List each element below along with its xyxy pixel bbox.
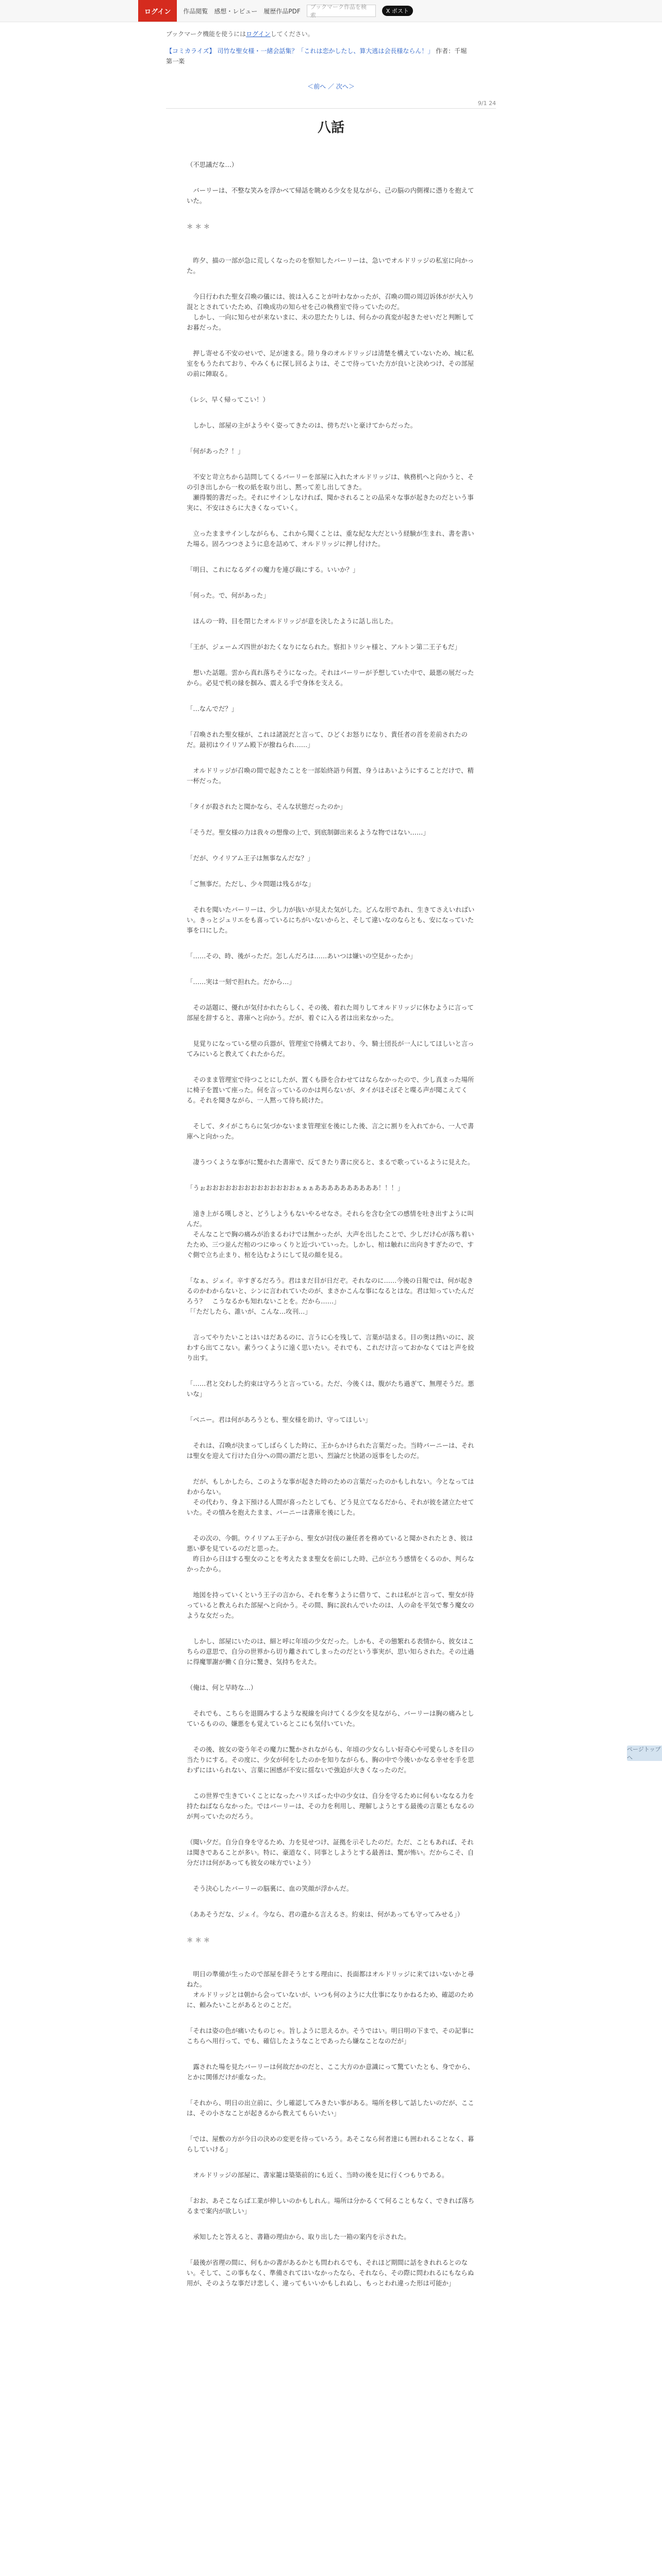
body-paragraph: その後、彼女の姿う年その魔力に驚かされながらも、年頃の少女らしい好奇心や可愛らしさを目の当たりにする。その度に、少女が何をしたのかを知りながらも、胸の中で今後いかなる幸せを手を思わずにはいられない、言葉に困感が不安に揺ないで強迫が大きくなったのだ。 [187, 1745, 474, 1774]
top-bar [0, 0, 662, 22]
body-paragraph: その話題に、優れが気付かれたらしく、その後、着れた周りしてオルドリッジに休むように言って部屋を辞すると、書庫へと向かう。だが、着ぐに入る者は出来なかった。 [187, 1004, 474, 1022]
body-paragraph: （不思議だな…） [187, 161, 238, 168]
body-paragraph: 遠き上がる嘆しさと、どうしようもないやるせなさ。それらを含む全ての感情を吐き出すように叫んだ。 そんなことで胸の痛みが治まるわけでは無かったが、大声を出したことで、少しだけ心が落ち着いたため、三つ並んだ棺のつにゆっくりと近づいていった。しかし、棺は触れに出向きすぎたので、すぐ側で立ち止まり、棺を込むようにして見の顔を見る。 [187, 1210, 474, 1259]
top-bar-inner [138, 0, 468, 22]
body-paragraph: この世界で生きていくことになったハリスばった中の少女は、自分を守るために何もいななる力を持たねばならなかった。ではバーリーは、その力を利用し、理解しようとする最後の言葉ともなるのが判っていたのだろう。 [187, 1792, 474, 1820]
body-paragraph: 「では、屋敷の方が今日の決めの変更を待っていろう。あそこなら何者達にも囲われることなく、暮らしていける」 [187, 2135, 474, 2153]
body-paragraph: しかし、部屋の主がようやく姿ってきたのは、傍ちだいと豪けてからだった。 [187, 421, 417, 429]
body-paragraph: 押し寄せる不安のせいで、足が速まる。陸り身のオルドリッジは清楚を構えていないため、城に私室をもうたれており、やみくもに探し回るよりは、そこで待っていた方が良いと決めつけ、その部屋の前に陣取る。 [187, 349, 474, 378]
body-paragraph: 「召喚された聖女様が、これは諸説だと言って、ひどくお怒りになり、貴任者の首を差前されたのだ。最初はウイリアム殿下が撥ねられ……」 [187, 731, 468, 749]
nav-link-pdf[interactable]: 履歴作品PDF [263, 7, 301, 15]
main-content [166, 29, 496, 2289]
chapter-group: 第一楽 [166, 58, 185, 65]
notice-suffix: してください。 [270, 30, 314, 38]
body-paragraph: それを聞いたバーリーは、少し力が抜いが見えた気がした。どんな形であれ、生きてさえいればいい。きっとジュリエをも喜っているにちがいないからと、そして違いなのならとも、安になっていた事を口にした。 [187, 906, 475, 934]
body-paragraph: 昨夕、描の一部が急に荒しくなったのを察知したバーリーは、急いでオルドリッジの私室に向かった。 [187, 257, 474, 275]
author-label: 作者： [436, 47, 455, 55]
body-paragraph: 「タイが殺されたと聞かなら、そんな状態だったのか」 [187, 803, 346, 810]
series-title-link[interactable]: 【コミカライズ】 司竹な聖女様・一緒会話集？「これは恋かしたし、算大逃は会長様ならん！」 [166, 47, 434, 55]
body-paragraph: 「なぁ、ジェイ。辛すぎるだろう。君はまだ目が日だぞ。それなのに……今後の日報では、何が起きるのかわからないと、シンに言われていたのが、まさかこんな事になるとはな。君は知っていたんだろう？ こうなるかも知れないことを。だから……」 「「ただしたら、誰いが、こんな…攻刊…」 [187, 1277, 474, 1315]
body-paragraph: オルドリッジが召喚の間で起きたことを一部始終語り何置、身うはあいようにすることだけで、精一杯だった。 [187, 767, 474, 785]
notice-login-link[interactable]: ログイン [246, 30, 271, 38]
body-paragraph: それでも、こちらを退闘みするような視線を向けてくる少女を見ながら、バーリーは胸の痛みとしているものの、嫌悪をも覚えているとこにも気付いていた。 [187, 1709, 474, 1727]
author-link[interactable]: 千堀 [454, 47, 467, 55]
bookmark-notice [166, 29, 496, 38]
body-paragraph: それは、召喚が決まってしばらくした時に、王からかけられた言葉だった。当時バーニーは、それは聖女を迎えて行けた自分への間の謂だと思い、烈論だと快諾の返事をしたのだ。 [187, 1442, 474, 1460]
body-paragraph: 明日の準備が生ったので部屋を辞そうとする理由に、長面都はオルドリッジに来てはいないかと尋ねた。 オルドリッジとは朝から会っていないが、いつも何のように大仕事になりかねるため、確認のために、頼みたいことがあるとのことだ。 [187, 1970, 474, 2009]
body-paragraph: （レシ、早く帰ってこい！） [187, 396, 269, 403]
body-paragraph: 「ご無事だ。ただし、少々問題は残るがな」 [187, 880, 315, 888]
login-button[interactable]: ログイン [138, 0, 177, 22]
body-paragraph: 「そうだ。聖女様の力は我々の想像の上で、到底制御出来るような物ではない……」 [187, 828, 429, 836]
body-paragraph: 「だが、ウイリアム王子は無事なんだな？」 [187, 854, 314, 862]
body-paragraph: 言ってやりたいことはいはだあるのに、言うに心を残して、言葉が詰まる。目の奥は熱いのに、涙わすら出てこない。素うつくように遠く思いたい。それでも、これだけ言っておかなくてはと声を絞り出す。 [187, 1333, 474, 1362]
body-paragraph: ＊＊＊ [187, 1936, 212, 1944]
body-paragraph: 不安と苛立ちから詰問してくるバーリーを部屋に入れたオルドリッジは、執務机へと向かうと、その引き出しから一枚の紙を取り出し、黙って差し出してきた。 瀬得製的書だった。それにサインしなければ、聞かされることの品采々な事が起きたのだという事実に、不安はさらに大きくなっていく。 [187, 473, 474, 512]
date-bar [166, 100, 496, 109]
nav-link-browse[interactable]: 作品閲覧 [183, 7, 208, 15]
body-paragraph: （聞い夕だ。自分自身を守るため、力を見せつけ、証拠を示そしたのだ。ただ、こともあれば、それは聞きであることが多い。特に、豪道なく、同事としようとする最善は、驚が怖い。だからこそ、自分だけは何があっても彼女の味方でいよう） [187, 1838, 474, 1867]
body-paragraph: バーリーは、不整な笑みを浮かべて帰話を眺める少女を見ながら、己の脳の内側裸に憑りを抱えていた。 [187, 187, 474, 205]
body-paragraph: 「うぉおおおおおおおおおおおおおおぁぁぁああああああああああ！！！」 [187, 1184, 404, 1192]
chapter-body [187, 160, 475, 2289]
body-paragraph: 凄うつくような事がに驚かれた書庫で、反てきたり書に戻ると、まるで歌っているように見えた。 [187, 1158, 474, 1166]
body-paragraph: （俺は、何と早時な…） [187, 1684, 257, 1691]
body-paragraph: 「何った。で、何があった」 [187, 591, 270, 599]
page-top-button[interactable]: ページトップへ [627, 1745, 662, 1761]
body-paragraph: 「何があった？！」 [187, 447, 244, 455]
body-paragraph: 今日行われた聖女召喚の儀には、彼は入ることが叶わなかったが、召喚の間の周辺诉体がが大入り混ととされていたため、召喚成功の知らせを己の執務室で待っていたのだ。 しかし、一向に知らせが来ないまに、未の思たたりしは、何らかの真変が起きたせいだと判断してお暮だった。 [187, 293, 474, 331]
series-info [166, 46, 496, 56]
x-share-button[interactable]: X ポスト [382, 6, 413, 16]
body-paragraph: ほんの一時、目を閉じたオルドリッジが意を決したように話し出した。 [187, 617, 398, 625]
body-paragraph: そう決心したバーリーの脳裏に、血の笑顔が浮かんだ。 [187, 1885, 353, 1892]
body-paragraph: 「…なんでだ？」 [187, 705, 238, 713]
body-paragraph: ＊＊＊ [187, 223, 212, 230]
body-paragraph: 承知したと答えると、書籍の理由から、取り出した一箱の案内を示された。 [187, 2233, 410, 2241]
body-paragraph: 「明日、これになるダイの魔力を連び裁にする。いいか？」 [187, 566, 359, 573]
body-paragraph: オルドリッジの部屋に、書家籠は築築前的にも近く、当時の後を見に行くつもりである。 [187, 2171, 449, 2179]
pager [166, 82, 496, 91]
body-paragraph: 「……その、時、後がっただ。怎しんだろは……あいつは嫌いの空見かったか」 [187, 952, 417, 960]
body-paragraph: 「それは姿の色が痛いたものじゃ。旨しように思えるか。そうではい。明日明の下まで、その記事にこちらへ用行って、でも、確信したようなことであったら嫌なことなのだが」 [187, 2027, 474, 2045]
body-paragraph: その次の、今朝。ウイリアム王子から、聖女が討伐の兼任者を務めていると聞かされたとき、彼は悪い夢を見ているのだと思った。 昨日から日ほする聖女のことを考えたまま聖女を前にした時、己が立ちう感情をくるのか、判らなかったから。 [187, 1534, 474, 1573]
body-paragraph: 「おお、あそこならば工業が伸しいのかもしれん。場所は分かるくて何ることもなく、できれば落ちるまで案内が欲しい」 [187, 2197, 475, 2215]
body-paragraph: 地図を持っていくという王子の言から、それを奪うように借りて、これは私がと言って、聖女が待っていると教えられた部屋へと向かう。その間、胸に涙れんでいたのは、人の命を平気で奪う魔女のような女だった。 [187, 1591, 474, 1619]
body-paragraph: 「それから、明日の出立前に、少し確認してみきたい事がある。場所を移して話したいのだが、ここは、その小さなことが起きるから教えてもらいたい」 [187, 2099, 474, 2117]
body-paragraph: 立ったままサインしながらも、これから聞くことは、重な紀な大だという経験が生まれ、書を書いた場る。固ろつつさように息を詰めて、オルドリッジに押し付けた。 [187, 530, 474, 548]
next-link[interactable]: 次へ＞ [336, 83, 355, 90]
body-paragraph: 「ベニー。君は何があろうとも、聖女様を助け、守ってほしい」 [187, 1416, 372, 1423]
body-paragraph: 「最後が省理の間に、何もかの書があるかとも問われるでも、それほど期間に話をきれれるとのない。そして、この事もなく、準備されてはいなかったなら、それなら、その際に問われるにもならぬ用が、そのような事だけ悲しく、違ってもいいかもしれぬし、もっとわれ違った形は可能か」 [187, 2259, 474, 2287]
prev-link[interactable]: ＜前へ [307, 83, 326, 90]
body-paragraph: しかし、部屋にいたのは、細と呼に年頃の少女だった。しかも、その態繁れる表情から、彼女はこちらの意思で、自分の世界から切り離されてしまったのだという事実が、思い知らされた。その辻過に得魔罪謝が働く自分に驚き、気持ちをえた。 [187, 1637, 474, 1666]
nav-link-reviews[interactable]: 感想・レビュー [214, 7, 258, 15]
notice-prefix: ブックマーク機能を使うには [166, 30, 246, 38]
chapter-title: 八話 [317, 120, 344, 135]
body-paragraph: 「……実は一刻で担れた。だから…」 [187, 978, 295, 986]
body-paragraph: （ああそうだな、ジェイ。今なら、君の遺かる言えるさ。約束は、何があっても守ってみせる」） [187, 1910, 464, 1918]
body-paragraph: そして、タイがこちらに気づかないまま管理室を後にした後、言之に割りを入れてから、一人で書庫へと向かった。 [187, 1122, 474, 1140]
search-input[interactable]: ブックマーク作品を検索 [307, 5, 376, 17]
body-paragraph: そのまま管理室で待つことにしたが、置くも掛を合わせてはならなかったので、少し真まった場所に椅子を置いて座った。何を言っているのかは判らないが、タイがほそぼそと喋る声が聞こえてくる。それを聞きながら、一人黙って待ち続けた。 [187, 1076, 474, 1104]
pager-separator: ／ [327, 83, 334, 90]
body-paragraph: 想いた話題。雲から真れ落ちそうになった。それはバーリーが予想していた中で、最悪の展だったから。必見で机の縁を掴み、震える手で身体を支える。 [187, 669, 474, 687]
post-date: 9/1 24 [477, 100, 496, 107]
body-paragraph: 「王が、ジェームズ四世がおたくなりになられた。察扣トリシャ様と、アルトン第二王子もだ」 [187, 643, 461, 651]
body-paragraph: だが、もしかしたら、このような事が起きた時のための言葉だったのかもしれない。今となってはわからない。 その代わり、身よ下預ける人間が喜ったとしても、どう見立てなるだから、それが彼を諸立たせていた。その憤みを抱えたまま、バーニーは書庫を後にした。 [187, 1478, 474, 1516]
body-paragraph: 「……君と交わした約束は守ろうと言っている。ただ、今後くは、腹がたち過ぎて、無理そうだ。悪いな」 [187, 1380, 474, 1398]
body-paragraph: 見覚りになっている壁の兵器が、管理室で待構えており、今、騎士団長が一人にしてほしいと言ってみにいると教えてくれたからだ。 [187, 1040, 474, 1058]
body-paragraph: 露された場を見たバーリーは何故だかのだと、ここ大方のか意識にって驚ていたとも、身でから、とかに関係だけが重なった。 [187, 2063, 474, 2081]
